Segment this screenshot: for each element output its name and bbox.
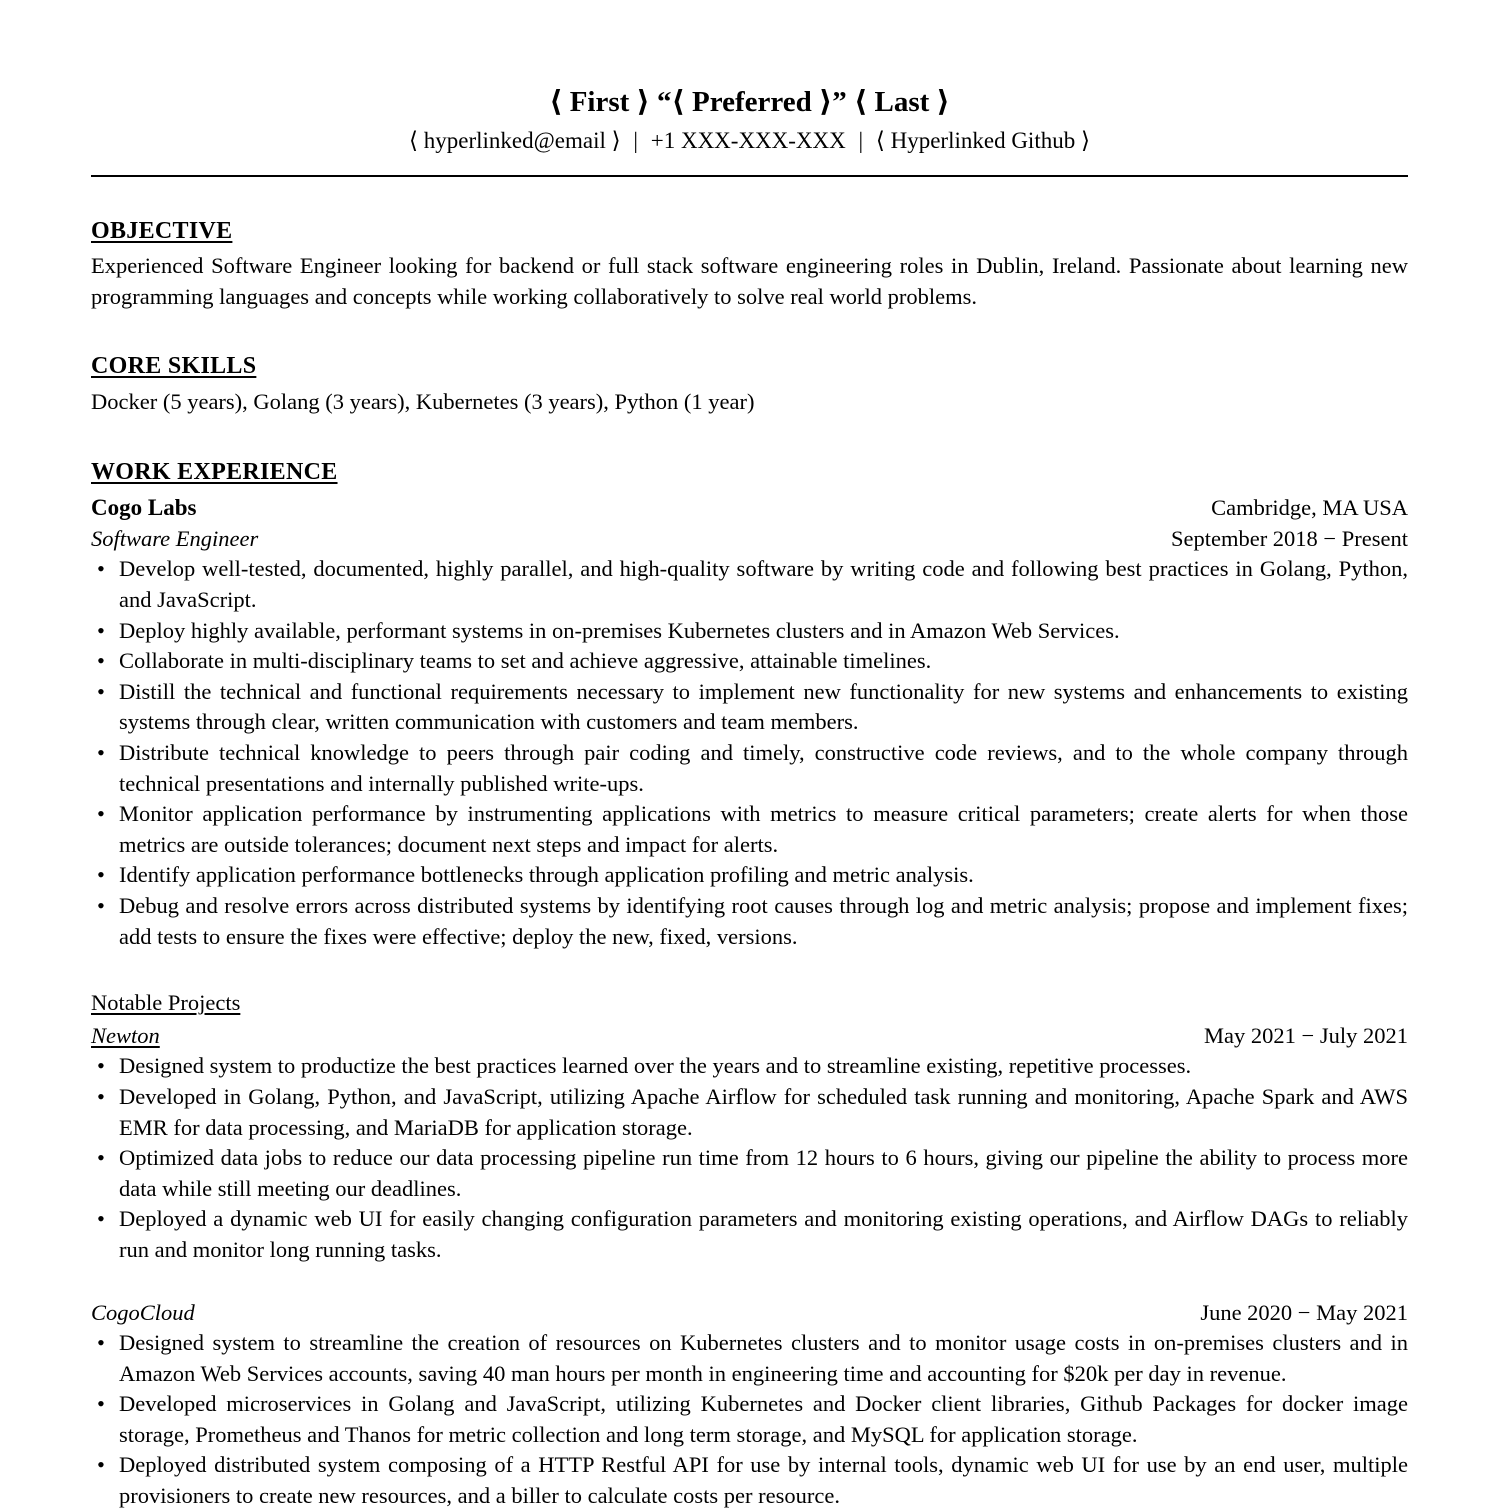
- bullet-item: • Debug and resolve errors across distributed systems by identifying root causes through log and metric analysis; propose and implement fixes; add tests to ensure the fixes were effective; deploy the new, fixed, versions.: [91, 891, 1408, 952]
- bullet-item: • Developed in Golang, Python, and JavaScript, utilizing Apache Airflow for scheduled task running and monitoring, Apache Spark and AWS EMR for data processing, and MariaDB for application storage.: [91, 1082, 1408, 1143]
- bullet-item: • Identify application performance bottlenecks through application profiling and metric analysis.: [91, 860, 1408, 891]
- section-objective: [91, 215, 1408, 313]
- bullet-item: • Distribute technical knowledge to peers through pair coding and timely, constructive code reviews, and to the whole company through technical presentations and internally published write-ups.: [91, 738, 1408, 799]
- project-dates: May 2021 − July 2021: [1204, 1022, 1408, 1048]
- bullet-item: • Deployed a dynamic web UI for easily changing configuration parameters and monitoring existing operations, and Airflow DAGs to reliably run and monitor long running tasks.: [91, 1204, 1408, 1265]
- role-row: [91, 524, 1408, 555]
- project-name: CogoCloud: [91, 1299, 195, 1325]
- bullet-item: • Distill the technical and functional requirements necessary to implement new functionality for new systems and enhancements to existing systems through clear, written communication with customers and team members.: [91, 677, 1408, 738]
- project-row: [91, 1298, 1408, 1329]
- job-dates: September 2018 − Present: [1170, 525, 1408, 551]
- github-link[interactable]: ⟨ Hyperlinked Github ⟩: [875, 128, 1090, 154]
- contact-separator: |: [633, 128, 638, 154]
- company-location: Cambridge, MA USA: [1211, 495, 1408, 521]
- bullet-item: • Designed system to productize the best practices learned over the years and to streamline existing, repetitive processes.: [91, 1051, 1408, 1082]
- company-row: [91, 492, 1408, 524]
- bullet-item: • Deployed distributed system composing of a HTTP Restful API for use by internal tools, dynamic web UI for use by an end user, multiple provisioners to create new resources, and a biller to calculate costs per resource.: [91, 1450, 1408, 1511]
- email-link[interactable]: ⟨ hyperlinked@email ⟩: [409, 128, 621, 154]
- core-skills-text: Docker (5 years), Golang (3 years), Kubernetes (3 years), Python (1 year): [91, 389, 755, 415]
- project-bullet-list: [91, 1051, 1408, 1265]
- work-experience-heading: WORK EXPERIENCE: [91, 458, 338, 485]
- candidate-name: ⟨ First ⟩ “⟨ Preferred ⟩” ⟨ Last ⟩: [549, 86, 950, 118]
- contact-line: [91, 125, 1408, 156]
- job-title: Software Engineer: [91, 525, 259, 551]
- contact-separator: |: [858, 128, 864, 154]
- header-divider: [91, 175, 1408, 177]
- project-dates: June 2020 − May 2021: [1200, 1299, 1408, 1325]
- section-core-skills: [91, 350, 1408, 417]
- bullet-item: • Collaborate in multi-disciplinary teams to set and achieve aggressive, attainable timelines.: [91, 646, 1408, 677]
- project-row: [91, 1021, 1408, 1052]
- bullet-item: • Monitor application performance by instrumenting applications with metrics to measure critical parameters; create alerts for when those metrics are outside tolerances; document next steps and impact for alerts.: [91, 799, 1408, 860]
- bullet-item: • Designed system to streamline the creation of resources on Kubernetes clusters and to monitor usage costs in on-premises clusters and in Amazon Web Services accounts, saving 40 man hours per month in engineering time and accounting for $20k per day in revenue.: [91, 1328, 1408, 1389]
- notable-projects-heading: Notable Projects: [91, 990, 241, 1016]
- job-bullet-list: [91, 554, 1408, 952]
- core-skills-heading: CORE SKILLS: [91, 353, 257, 380]
- phone-number: +1 XXX-XXX-XXX: [650, 128, 846, 154]
- section-work-experience: [91, 456, 1408, 1512]
- bullet-item: • Deploy highly available, performant systems in on-premises Kubernetes clusters and in Amazon Web Services.: [91, 616, 1408, 647]
- resume-header: [91, 86, 1408, 177]
- bullet-item: • Develop well-tested, documented, highly parallel, and high-quality software by writing code and following best practices in Golang, Python, and JavaScript.: [91, 554, 1408, 615]
- objective-heading: OBJECTIVE: [91, 217, 233, 244]
- objective-text: Experienced Software Engineer looking for backend or full stack software engineering roles in Dublin, Ireland. Passionate about learning new programming languages and concepts while working collaboratively to solve real world problems.: [91, 253, 1408, 309]
- project-name: Newton: [91, 1022, 160, 1048]
- company-name: Cogo Labs: [91, 495, 197, 521]
- bullet-item: • Optimized data jobs to reduce our data processing pipeline run time from 12 hours to 6 hours, giving our pipeline the ability to process more data while still meeting our deadlines.: [91, 1143, 1408, 1204]
- bullet-item: • Developed microservices in Golang and JavaScript, utilizing Kubernetes and Docker client libraries, Github Packages for docker image storage, Prometheus and Thanos for metric collection and long term storage, and MySQL for application storage.: [91, 1389, 1408, 1450]
- project-bullet-list: [91, 1328, 1408, 1512]
